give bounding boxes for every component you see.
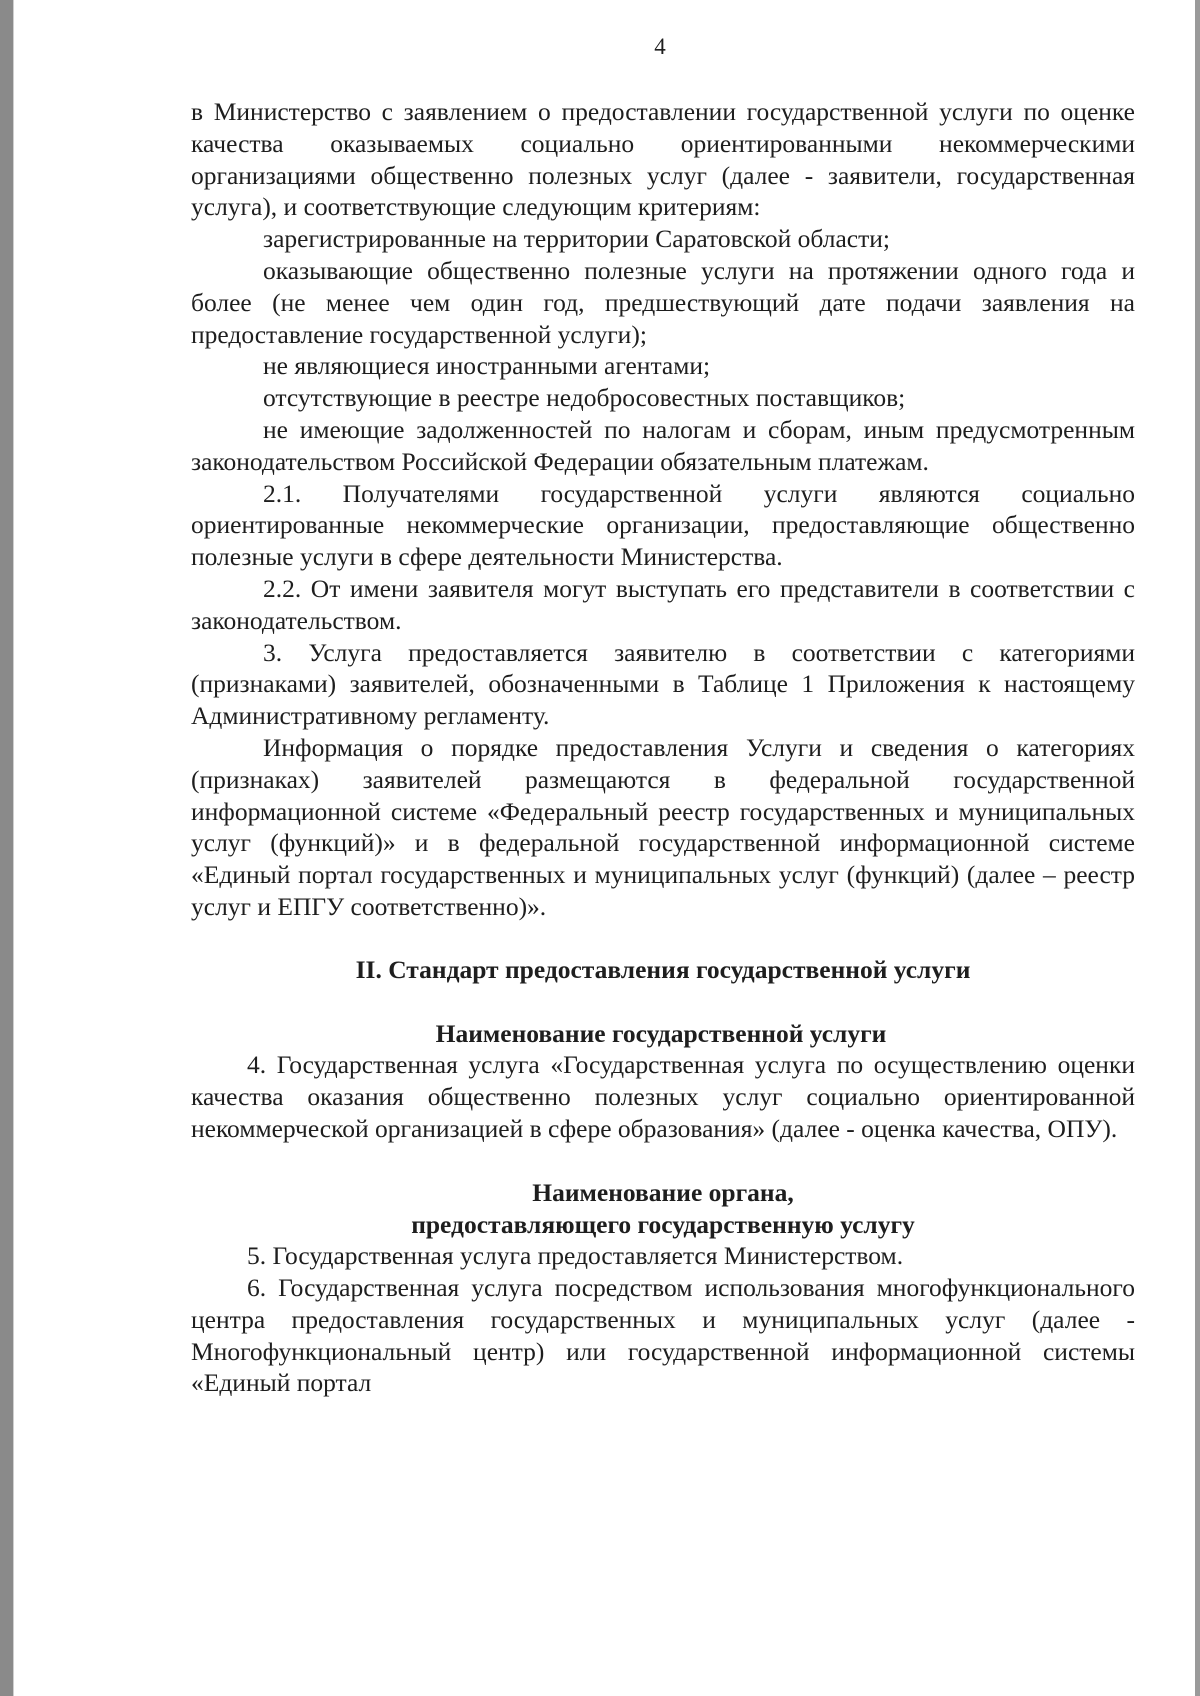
scan-left-border: [0, 0, 13, 1696]
clause-2-1: 2.1. Получателями государственной услуги являются социально ориентированные некоммерческие организации, предоставляющие общественно полезные услуги в сфере деятельности Министерства.: [191, 478, 1135, 572]
spacer: [191, 923, 1135, 954]
paragraph-information: Информация о порядке предоставления Услуги и сведения о категориях (признаках) заявителей размещаются в федеральной государственной информационной системе «Федеральный реестр государственных и муниципальных услуг (функций)» и в федеральной государственной информационной системе «Единый портал государственных и муниципальных услуг (функций) (далее – реестр услуг и ЕПГУ соответственно)».: [191, 732, 1135, 921]
document-body: [191, 96, 1135, 1399]
page-edge-line: [13, 0, 14, 1696]
clause-3: 3. Услуга предоставляется заявителю в соответствии с категориями (признаками) заявителей, обозначенными в Таблице 1 Приложения к настоящему Административному регламенту.: [191, 637, 1135, 731]
criterion-not-in-registry: отсутствующие в реестре недобросовестных поставщиков;: [263, 383, 906, 413]
paragraph-applicants: в Министерство с заявлением о предоставлении государственной услуги по оценке качества оказываемых социально ориентированными некоммерческими организациями общественно полезных услуг (далее - заявители, государственная услуга), и соответствующие следующим критериям:: [191, 97, 1135, 222]
subheading-service-name: Наименование государственной услуги: [435, 1018, 887, 1048]
clause-6: 6. Государственная услуга посредством использования многофункционального центра предоставления государственных и муниципальных услуг (далее - Многофункциональный центр) или государственной информационной системы «Единый портал: [191, 1273, 1135, 1398]
spacer: [191, 986, 1135, 1018]
page-number: 4: [654, 34, 666, 59]
criterion-no-debts: не имеющие задолженностей по налогам и сборам, иным предусмотренным законодательством Российской Федерации обязательным платежам.: [191, 414, 1135, 476]
section-heading-standard: II. Стандарт предоставления государственной услуги: [355, 954, 971, 984]
subheading-organ-line-2: предоставляющего государственную услугу: [411, 1209, 915, 1239]
clause-2-2: 2.2. От имени заявителя могут выступать его представители в соответствии с законодательством.: [191, 573, 1135, 635]
spacer: [191, 1145, 1135, 1177]
subheading-organ-line-1: Наименование органа,: [532, 1177, 794, 1207]
criterion-registered: зарегистрированные на территории Саратовской области;: [263, 224, 890, 254]
scan-right-border: [1195, 0, 1200, 1696]
clause-5: 5. Государственная услуга предоставляется Министерством.: [247, 1241, 904, 1271]
criterion-not-foreign-agent: не являющиеся иностранными агентами;: [263, 351, 711, 381]
clause-4: 4. Государственная услуга «Государственная услуга по осуществлению оценки качества оказания общественно полезных услуг социально ориентированной некоммерческой организацией в сфере образования» (далее - оценка качества, ОПУ).: [191, 1050, 1135, 1143]
criterion-experience: оказывающие общественно полезные услуги на протяжении одного года и более (не менее чем один год, предшествующий дате подачи заявления на предоставление государственной услуги);: [191, 255, 1135, 349]
